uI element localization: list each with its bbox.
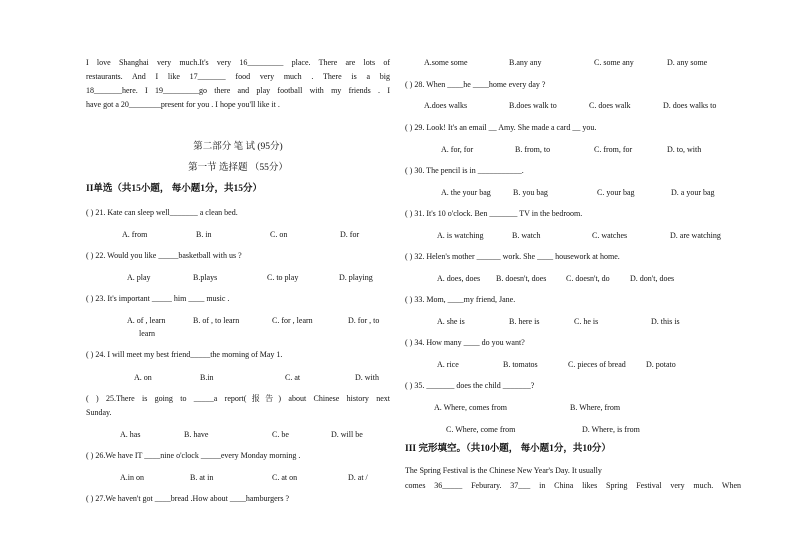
option: A.in on (120, 473, 144, 482)
question-25-cont: Sunday. (86, 408, 112, 417)
option: B. at in (190, 473, 214, 482)
question-32: ( ) 32. Helen's mother ______ work. She ____ housework at home. (405, 252, 620, 261)
question-26: ( ) 26.We have IT ____nine o'clock _____every Monday morning . (86, 451, 301, 460)
option: D. for , to (348, 316, 380, 325)
option: B.plays (193, 273, 218, 282)
option: B. of , to learn (193, 316, 240, 325)
option: B. here is (509, 317, 540, 326)
option: D. at / (348, 473, 368, 482)
passage-line-4: have got a 20________present for you . I hope you'll like it . (86, 100, 280, 109)
option: C. Where, come from (446, 425, 516, 434)
option: A. does, does (437, 274, 481, 283)
question-33: ( ) 33. Mom, ____my friend, Jane. (405, 295, 516, 304)
option: D. don't, does (630, 274, 675, 283)
option: D. for (340, 230, 360, 239)
option: D. a your bag (671, 188, 715, 197)
option-wrap: learn (139, 329, 155, 338)
cloze-line-1: The Spring Festival is the Chinese New Year's Day. It usually (405, 466, 602, 475)
question-21: ( ) 21. Kate can sleep well_______ a clean bed. (86, 208, 238, 217)
option: B. Where, from (570, 403, 621, 412)
option: C. doesn't, do (566, 274, 610, 283)
question-23: ( ) 23. It's important _____ him ____ music . (86, 294, 230, 303)
option: C. at (285, 373, 301, 382)
passage-line-1: I love Shanghai very much.It's very 16_________ place. There are lots of (86, 58, 390, 67)
option: D. Where, is from (582, 425, 640, 434)
option: C. he is (574, 317, 599, 326)
option: A. she is (437, 317, 465, 326)
option: A. of , learn (127, 316, 166, 325)
question-35: ( ) 35. _______ does the child _______? (405, 381, 535, 390)
option: D. this is (651, 317, 680, 326)
option: A. has (120, 430, 141, 439)
option: B. watch (512, 231, 541, 240)
option: C. to play (267, 273, 299, 282)
option: A. on (134, 373, 152, 382)
question-30: ( ) 30. The pencil is in ___________. (405, 166, 524, 175)
option: B. in (196, 230, 212, 239)
option: C. your bag (597, 188, 635, 197)
option: B. doesn't, does (496, 274, 547, 283)
option: D. any some (667, 58, 708, 67)
option: D. with (355, 373, 379, 382)
question-29: ( ) 29. Look! It's an email __ Amy. She made a card __ you. (405, 123, 597, 132)
option: D. playing (339, 273, 373, 282)
option: D. are watching (670, 231, 721, 240)
option: C. be (272, 430, 289, 439)
option: B.does walk to (509, 101, 557, 110)
option: C. watches (592, 231, 628, 240)
option: B. have (184, 430, 209, 439)
option: B.in (200, 373, 214, 382)
option: A. rice (437, 360, 459, 369)
option: C. pieces of bread (568, 360, 626, 369)
part2-title: 第二部分 笔 试 (95分) (193, 142, 283, 152)
option: B.any any (509, 58, 542, 67)
option: B. from, to (515, 145, 551, 154)
option: D. potato (646, 360, 676, 369)
option: C. some any (594, 58, 634, 67)
question-22: ( ) 22. Would you like _____basketball with us ? (86, 251, 242, 260)
option: A. the your bag (441, 188, 491, 197)
option: C. for , learn (272, 316, 313, 325)
passage-line-3: 18_______here. I 19_________go there and play football with my friends . I (86, 86, 390, 95)
single-choice-heading: II单选（共15小题， 每小题1分，共15分） (86, 184, 263, 194)
section1-title: 第一节 选择题 （55分） (188, 163, 288, 173)
option: A. Where, comes from (434, 403, 507, 412)
option: A.does walks (424, 101, 468, 110)
cloze-line-2: comes 36_____ Feburary. 37___ in China likes Spring Festival very much. When (405, 481, 741, 490)
passage-line-2: restaurants. And I like 17_______ food very much . There is a big (86, 72, 390, 81)
question-28: ( ) 28. When ____he ____home every day ? (405, 80, 546, 89)
option: B. tomatos (503, 360, 538, 369)
option: A. for, for (441, 145, 474, 154)
cloze-heading: III 完形填空。（共10小题， 每小题1分，共10分） (405, 444, 611, 454)
option: C. on (270, 230, 288, 239)
option: C. from, for (594, 145, 633, 154)
option: D. will be (331, 430, 363, 439)
option: A.some some (424, 58, 468, 67)
option: A. is watching (437, 231, 484, 240)
option: B. you bag (513, 188, 548, 197)
question-31: ( ) 31. It's 10 o'clock. Ben _______ TV in the bedroom. (405, 209, 583, 218)
question-27: ( ) 27.We haven't got ____bread .How about ____hamburgers ? (86, 494, 290, 503)
option: C. at on (272, 473, 298, 482)
question-34: ( ) 34. How many ____ do you want? (405, 338, 525, 347)
option: A. play (127, 273, 151, 282)
question-24: ( ) 24. I will meet my best friend_____the morning of May 1. (86, 350, 283, 359)
option: A. from (122, 230, 148, 239)
option: D. does walks to (663, 101, 717, 110)
question-25: ( ) 25.There is going to _____a report(报告) about Chinese history next (86, 394, 390, 403)
option: C. does walk (589, 101, 631, 110)
option: D. to, with (667, 145, 702, 154)
